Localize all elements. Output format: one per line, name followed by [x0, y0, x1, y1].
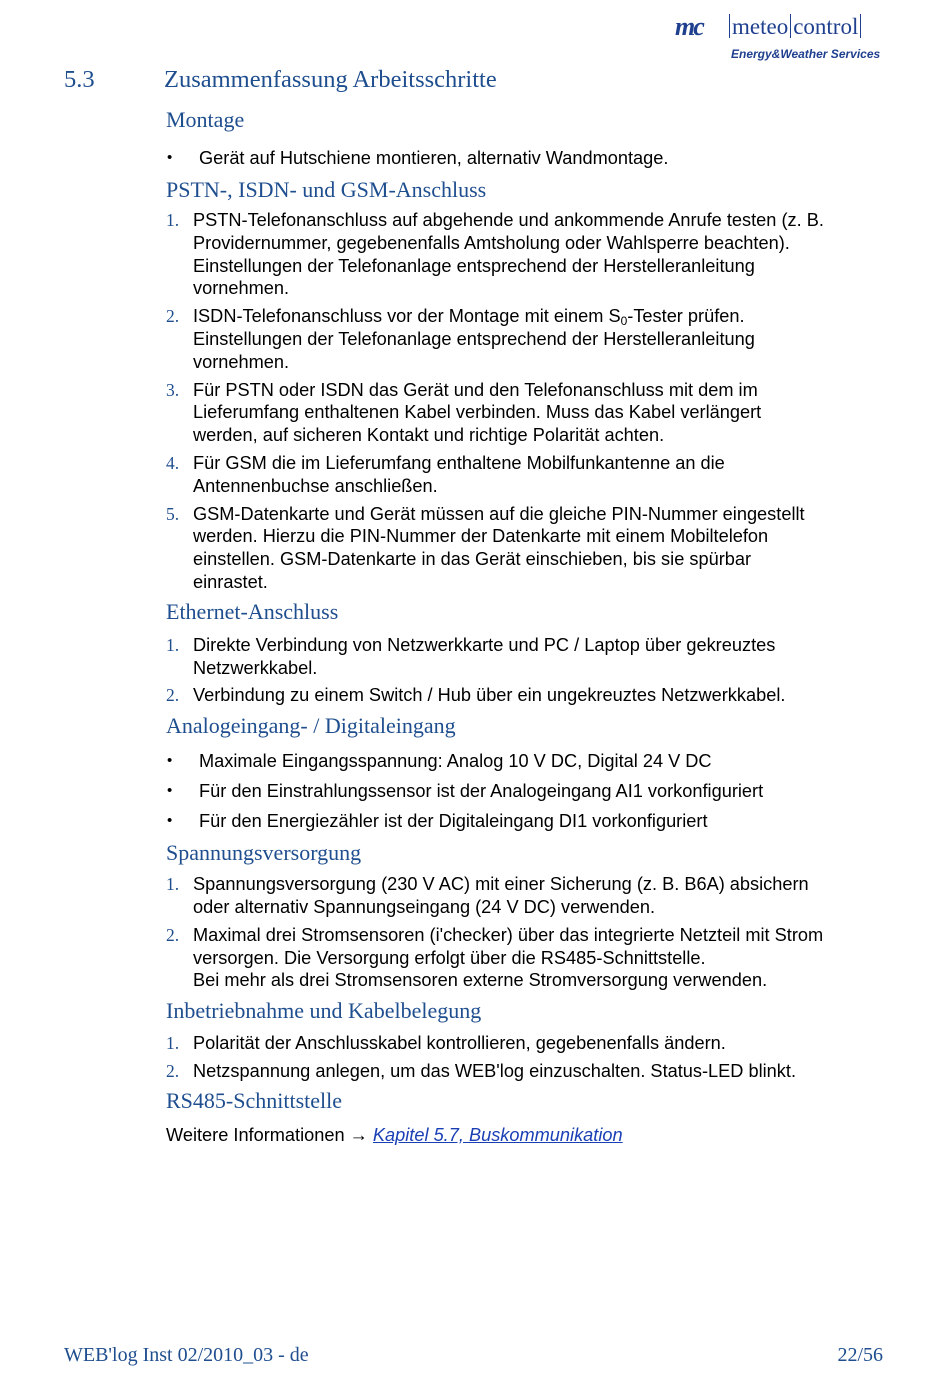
ethernet-list — [166, 634, 906, 707]
item-number: 3. — [166, 379, 180, 400]
analog-list — [166, 750, 906, 832]
rs485-info: Weitere Informationen → Kapitel 5.7, Buskommunikation — [166, 1124, 623, 1145]
item-number: 1. — [166, 210, 180, 230]
list-item: • Maximale Eingangsspannung: Analog 10 V DC, Digital 24 V DC — [166, 750, 906, 772]
item-number: 1. — [166, 634, 180, 655]
page-content — [166, 107, 906, 1146]
list-item: 1. PSTN-Telefonanschluss auf abgehende und ankommende Anrufe testen (z. B. Providernummer, gegebenenfalls Amtsholung oder Wahlsperre beachten). Einstellungen der Telefonanlage entsprechend der Herstelleranleitung vornehmen. — [166, 210, 824, 299]
section-number: 5.3 — [64, 66, 95, 93]
section-title: Zusammenfassung Arbeitsschritte — [164, 66, 497, 93]
section-heading — [64, 66, 497, 94]
list-item: 2. Netzspannung anlegen, um das WEB'log einzuschalten. Status-LED blinkt. — [166, 1060, 796, 1081]
list-item: • Für den Energiezähler ist der Digitaleingang DI1 vorkonfiguriert — [166, 810, 906, 832]
list-item: 2. Maximal drei Stromsensoren (i'checker) über das integrierte Netzteil mit Strom versorgen. Die Versorgung erfolgt über die RS485-Schnittstelle. Bei mehr als drei Stromsensoren externe Stromversorgung verwenden. — [166, 924, 824, 991]
heading-ethernet: Ethernet-Anschluss — [166, 598, 339, 624]
item-number: 2. — [166, 1060, 180, 1081]
item-number: 4. — [166, 452, 180, 473]
list-item: 4. Für GSM die im Lieferumfang enthaltene Mobilfunkantenne an die Antennenbuchse anschließen. — [166, 452, 725, 496]
footer-document-id: WEB'log Inst 02/2010_03 - de — [64, 1344, 309, 1366]
item-number: 5. — [166, 503, 180, 524]
item-number: 1. — [166, 874, 180, 895]
list-item: 1. Polarität der Anschlusskabel kontrollieren, gegebenenfalls ändern. — [166, 1033, 726, 1054]
logo-wordmark: meteo control — [727, 14, 863, 40]
list-item: 2. Verbindung zu einem Switch / Hub über ein ungekreuztes Netzwerkkabel. — [166, 685, 786, 706]
pstn-list — [166, 209, 906, 594]
chapter-link[interactable]: Kapitel 5.7, Buskommunikation — [372, 1124, 623, 1145]
item-number: 2. — [166, 306, 180, 327]
item-number: 1. — [166, 1033, 180, 1054]
footer-page-number: 22/56 — [837, 1344, 883, 1366]
list-item: 3. Für PSTN oder ISDN das Gerät und den Telefonanschluss mit dem im Lieferumfang enthaltenen Kabel verbinden. Muss das Kabel verlängert werden, auf sicheren Kontakt und richtige Polarität achten. — [166, 379, 762, 446]
list-item: 1. Spannungsversorgung (230 V AC) mit einer Sicherung (z. B. B6A) absichern oder alternativ Spannungseingang (24 V DC) verwenden. — [166, 874, 809, 917]
heading-pstn-isdn-gsm: PSTN-, ISDN- und GSM-Anschluss — [166, 177, 487, 202]
item-number: 2. — [166, 924, 180, 945]
item-number: 2. — [166, 685, 180, 706]
meteocontrol-logo — [675, 12, 880, 64]
list-item: • Für den Einstrahlungssensor ist der Analogeingang AI1 vorkonfiguriert — [166, 780, 906, 802]
heading-power-supply: Spannungsversorgung — [166, 840, 362, 866]
logo-mark: mc — [675, 12, 703, 41]
list-item: 1. Direkte Verbindung von Netzwerkkarte und PC / Laptop über gekreuztes Netzwerkkabel. — [166, 634, 776, 678]
list-item: 2. ISDN-Telefonanschluss vor der Montage mit einem $S_0$-Tester prüfen. Einstellungen der Telefonanlage entsprechend der Herstelleranleitung vornehmen. — [166, 306, 755, 372]
list-item: 5. GSM-Datenkarte und Gerät müssen auf die gleiche PIN-Nummer eingestellt werden. Hierzu die PIN-Nummer der Datenkarte mit einem Mobiltelefon einstellen. GSM-Datenkarte in das Gerät einschieben, bis sie spürbar einrastet. — [166, 503, 805, 592]
list-item: • Gerät auf Hutschiene montieren, alternativ Wandmontage. — [166, 147, 906, 169]
commissioning-list — [166, 1032, 906, 1083]
heading-montage: Montage — [166, 107, 245, 132]
montage-list — [166, 147, 906, 169]
logo-tagline: Energy&Weather Services — [731, 47, 881, 61]
heading-rs485: RS485-Schnittstelle — [166, 1087, 342, 1113]
power-list — [166, 873, 906, 992]
heading-commissioning: Inbetriebnahme und Kabelbelegung — [166, 998, 482, 1024]
heading-analog-digital: Analogeingang- / Digitaleingang — [166, 713, 456, 739]
